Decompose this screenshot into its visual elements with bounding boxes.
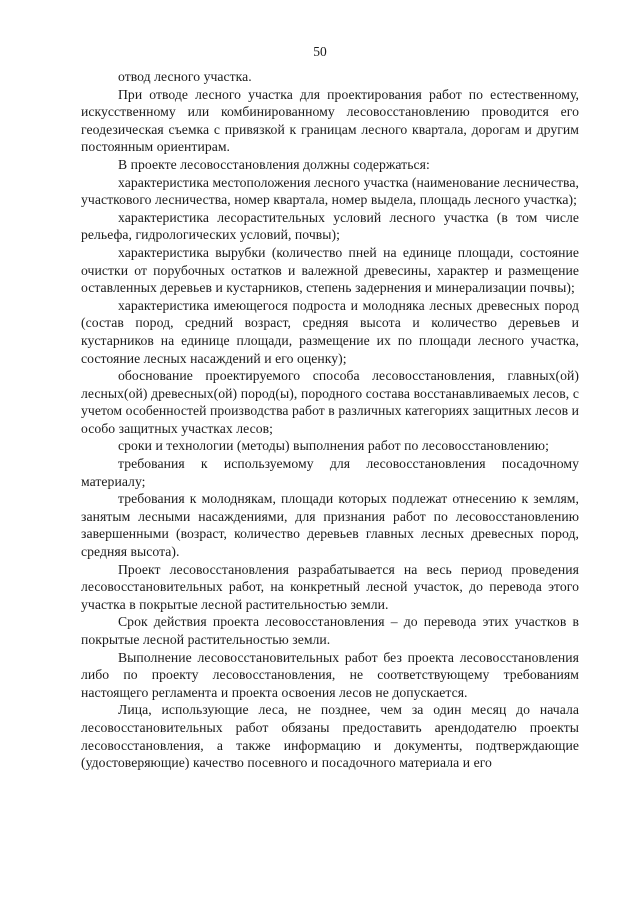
paragraph: отвод лесного участка. <box>118 69 252 84</box>
paragraph: характеристика лесорастительных условий лесного участка (в том числе рельефа, гидрологических условий, почвы); <box>81 209 579 243</box>
paragraph: характеристика вырубки (количество пней на единице площади, состояние очистки от порубочных остатков и валежной древесины, характер и размещение оставленных деревьев и кустарников, степень задернения и минерализации почвы); <box>81 244 579 296</box>
paragraph: При отводе лесного участка для проектирования работ по естественному, искусственному или комбинированному лесовосстановлению проводится его геодезическая съемка с привязкой к границам лесного квартала, дорогам и другим постоянным ориентирам. <box>81 86 579 155</box>
paragraph: сроки и технологии (методы) выполнения работ по лесовосстановлению; <box>118 438 549 454</box>
paragraph: требования к молоднякам, площади которых подлежат отнесению к землям, занятым лесными насаждениями, для признания работ по лесовосстановлению завершенными (возраст, количество деревьев главных лесных древесных пород, средняя высота). <box>81 491 579 560</box>
paragraph: Лица, использующие леса, не позднее, чем за один месяц до начала лесовосстановительных работ обязаны предоставить арендодателю проекты лесовосстановления, а также информацию и документы, подтверждающие (удостоверяющие) качество посевного и посадочного материала и его <box>81 702 579 771</box>
paragraph: характеристика имеющегося подроста и молодняка лесных древесных пород (состав пород, средний возраст, средняя высота и количество деревьев и кустарников на единице площади, размещение их по площади лесного участка, состояние лесных насаждений и его оценку); <box>81 297 579 366</box>
paragraph: Выполнение лесовосстановительных работ без проекта лесовосстановления либо по проекту лесовосстановления, не соответствующему требованиям настоящего регламента и проекта освоения лесов не допускается. <box>81 649 579 700</box>
page-number: 50 <box>313 44 327 59</box>
document-body <box>81 68 579 772</box>
paragraph: характеристика местоположения лесного участка (наименование лесничества, участкового лесничества, номер квартала, номер выдела, площадь лесного участка); <box>81 174 579 208</box>
paragraph: Проект лесовосстановления разрабатывается на весь период проведения лесовосстановительных работ, на конкретный лесной участок, до перевода этого участка в покрытые лесной растительностью земли. <box>81 561 579 612</box>
paragraph: Срок действия проекта лесовосстановления – до перевода этих участков в покрытые лесной растительностью земли. <box>81 614 579 647</box>
paragraph: В проекте лесовосстановления должны содержаться: <box>118 156 430 172</box>
paragraph: требования к используемому для лесовосстановления посадочному материалу; <box>81 456 579 489</box>
paragraph: обоснование проектируемого способа лесовосстановления, главных(ой) лесных(ой) древесных(ой) пород(ы), породного состава восстанавливаемых лесов, с учетом особенностей производства работ в различных категориях защитных лесов и особо защитных участках лесов; <box>81 368 579 436</box>
